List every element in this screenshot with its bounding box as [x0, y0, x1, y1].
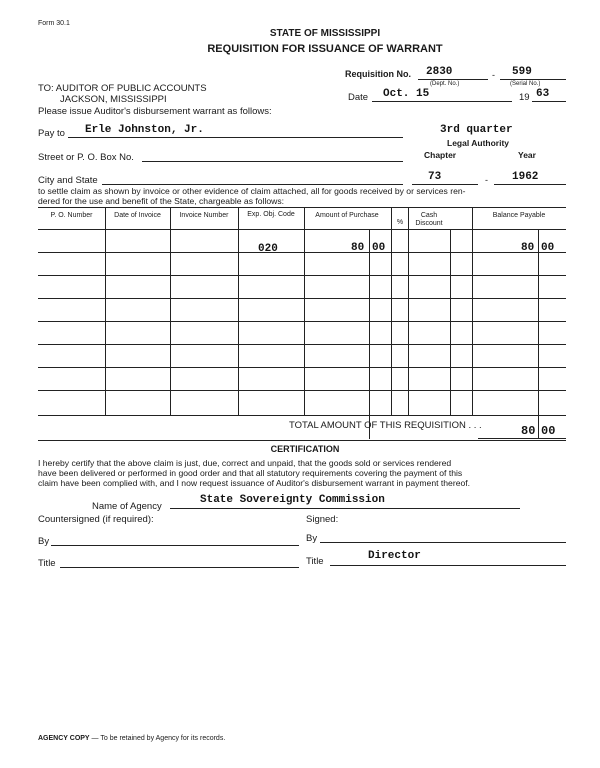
col-divider [450, 229, 451, 416]
title-right-value: Director [368, 550, 421, 562]
certification-line3: claim have been complied with, and I now request issuance of Auditor's disbursement warrant in payment thereof. [38, 478, 471, 488]
table-row [38, 344, 566, 345]
year-line [532, 101, 566, 102]
street-label: Street or P. O. Box No. [38, 152, 134, 163]
header-invoice: Invoice Number [179, 212, 229, 219]
dept-no-value: 2830 [426, 66, 453, 78]
settle-text-2: dered for the use and benefit of the State, chargeable as follows: [38, 196, 285, 206]
row1-amount-cents: 00 [372, 242, 386, 254]
footer-text: — To be retained by Agency for its records. [89, 735, 226, 742]
by-left-label: By [38, 536, 50, 547]
settle-text-1: to settle claim as shown by invoice or other evidence of claim attached, all for goods received by or services ren- [38, 186, 466, 196]
dept-no-line [418, 79, 488, 80]
date-line [372, 101, 512, 102]
chapter-label: Chapter [424, 150, 457, 160]
certification-line1: I hereby certify that the above claim is just, due, correct and unpaid, that the goods sold or services rendered [38, 458, 452, 468]
table-row [38, 252, 566, 253]
year-label: Year [518, 150, 536, 160]
form-title: REQUISITION FOR ISSUANCE OF WARRANT [207, 43, 443, 55]
total-dollars: 80 [521, 424, 536, 438]
countersigned-label: Countersigned (if required): [38, 514, 154, 525]
title-right-label: Title [306, 556, 324, 567]
table-row [38, 275, 566, 276]
title-left-label: Title [38, 558, 56, 569]
by-right-label: By [306, 533, 318, 544]
footer-bold: AGENCY COPY [38, 735, 90, 742]
requisition-label: Requisition No. [345, 69, 411, 79]
to-line2: JACKSON, MISSISSIPPI [60, 94, 167, 105]
col-divider [391, 207, 392, 416]
to-line1: TO: AUDITOR OF PUBLIC ACCOUNTS [38, 83, 207, 94]
total-cents: 00 [541, 424, 556, 438]
col-divider [170, 207, 171, 416]
legal-authority-value: 3rd quarter [440, 124, 513, 136]
agency-label: Name of Agency [92, 501, 162, 512]
table-top-border [38, 207, 566, 208]
header-po: P. O. Number [50, 212, 93, 219]
header-balance: Balance Payable [492, 212, 546, 219]
col-divider [408, 207, 409, 416]
row1-balance-dollars: 80 [521, 242, 535, 254]
col-divider [238, 207, 239, 416]
agency-line [170, 508, 520, 509]
street-line [142, 161, 403, 162]
year-prefix: 19 [519, 92, 530, 103]
year-value-line [494, 184, 566, 185]
table-row [38, 390, 566, 391]
date-value: Oct. 15 [383, 88, 430, 100]
table-row [38, 367, 566, 368]
col-divider [369, 229, 370, 439]
serial-no-caption: (Serial No.) [510, 81, 541, 87]
header-pct: % [396, 219, 404, 226]
header-exp: Exp. Obj. Code [247, 211, 295, 218]
header-amount: Amount of Purchase [315, 212, 379, 219]
title-right-line [330, 565, 566, 566]
table-bottom-border [38, 440, 566, 441]
chapter-dash: - [485, 175, 488, 185]
serial-no-value: 599 [512, 66, 532, 78]
pay-to-line [68, 137, 403, 138]
certification-line2: have been delivered or performed in good order and that all statutory requirements covering the payment of this [38, 468, 463, 478]
total-line [478, 438, 566, 439]
state-heading: STATE OF MISSISSIPPI [269, 28, 381, 39]
col-divider [105, 207, 106, 416]
col-divider [538, 229, 539, 439]
certification-heading: CERTIFICATION [270, 444, 340, 454]
legal-authority-label: Legal Authority [447, 138, 510, 148]
title-left-line [60, 567, 299, 568]
total-label: TOTAL AMOUNT OF THIS REQUISITION . . . [289, 420, 482, 431]
pay-to-value: Erle Johnston, Jr. [85, 124, 204, 136]
pay-to-label: Pay to [38, 128, 65, 139]
chapter-value: 73 [428, 171, 442, 183]
year-value: 63 [536, 88, 550, 100]
footer-note [38, 735, 225, 742]
requisition-dash: - [492, 70, 495, 80]
date-label: Date [348, 92, 369, 103]
signed-label: Signed: [306, 514, 339, 525]
serial-no-line [500, 79, 566, 80]
instruction-text: Please issue Auditor's disbursement warrant as follows: [38, 106, 272, 117]
dept-no-caption: (Dept. No.) [430, 81, 460, 87]
row1-exp-code: 020 [258, 243, 278, 255]
city-label: City and State [38, 175, 98, 186]
row1-amount-dollars: 80 [351, 242, 365, 254]
chapter-line [412, 184, 478, 185]
col-divider [472, 207, 473, 416]
table-row [38, 415, 566, 416]
header-date: Date of Invoice [114, 212, 161, 219]
city-line [102, 184, 403, 185]
table-row [38, 298, 566, 299]
agency-value: State Sovereignty Commission [200, 494, 385, 506]
by-left-line [51, 545, 299, 546]
row1-balance-cents: 00 [541, 242, 555, 254]
legal-year-value: 1962 [512, 171, 539, 183]
table-header-border [38, 229, 566, 230]
by-right-line [320, 542, 566, 543]
header-cash: Cash Discount [415, 212, 443, 227]
table-row [38, 321, 566, 322]
col-divider [304, 207, 305, 416]
form-number: Form 30.1 [38, 20, 70, 27]
